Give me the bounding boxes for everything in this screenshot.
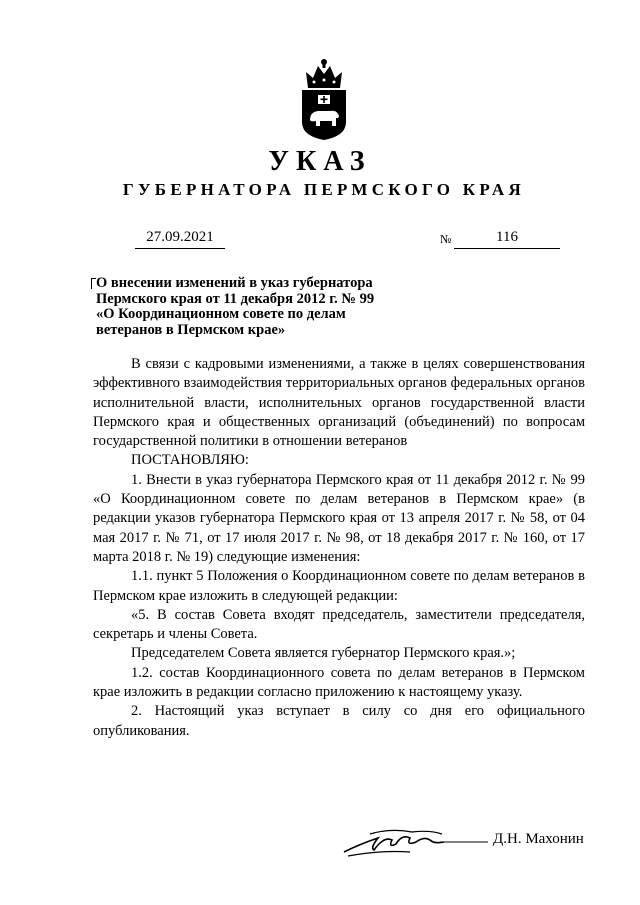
perm-krai-coat-of-arms-icon <box>294 58 354 142</box>
subject-line: ветеранов в Пермском крае» <box>96 321 286 338</box>
subject-line: Пермского края от 11 декабря 2012 г. № 99 <box>96 290 375 307</box>
decree-title: УКАЗ <box>268 146 372 177</box>
subject-line: «О Координационном совете по делам <box>96 306 346 322</box>
preamble-paragraph: В связи с кадровыми изменениями, а также в целях совершенствования эффективного взаимодействия территориальных органов федеральных органов исполнительной власти, исполнительных органов государственной власти Пермского края и общественных организаций (объединений) по вопросам государственной политики в отношении ветеранов <box>93 356 585 450</box>
resolution-word: ПОСТАНОВЛЯЮ: <box>131 452 249 469</box>
decree-subject <box>96 276 426 338</box>
clause-1-2: 1.2. состав Координационного совета по делам ветеранов в Пермском крае изложить в редакции согласно приложению к настоящему указу. <box>93 664 585 701</box>
clause-1-1: 1.1. пункт 5 Положения о Координационном совете по делам ветеранов в Пермском крае изложить в следующей редакции: <box>93 568 585 604</box>
clause-2: 2. Настоящий указ вступает в силу со дня его официального опубликования. <box>93 703 585 739</box>
clause-1: 1. Внести в указ губернатора Пермского края от 11 декабря 2012 г. № 99 «О Координационном совете по делам ветеранов в Пермском крае» (в редакции указов губернатора Пермского края от 13 апреля 2017 г. № 58, от 04 мая 2017 г. № 71, от 17 июля 2017 г. № 98, от 18 декабря 2017 г. № 160, от 17 марта 2018 г. № 19) следующие изменения: <box>93 471 585 565</box>
decree-date: 27.09.2021 <box>135 228 225 249</box>
decree-number: 116 <box>454 228 560 249</box>
number-sign: № <box>440 232 452 246</box>
handwritten-signature-icon <box>340 826 490 860</box>
subject-line: О внесении изменений в указ губернатора <box>96 275 373 291</box>
decree-issuer: ГУБЕРНАТОРА ПЕРМСКОГО КРАЯ <box>122 180 526 199</box>
decree-body <box>93 355 585 741</box>
chairman-text: Председателем Совета является губернатор Пермского края.»; <box>131 645 516 662</box>
signer-name: Д.Н. Махонин <box>493 831 584 847</box>
clause-5-text: «5. В состав Совета входят председатель, заместители председателя, секретарь и члены Совета. <box>93 606 585 643</box>
